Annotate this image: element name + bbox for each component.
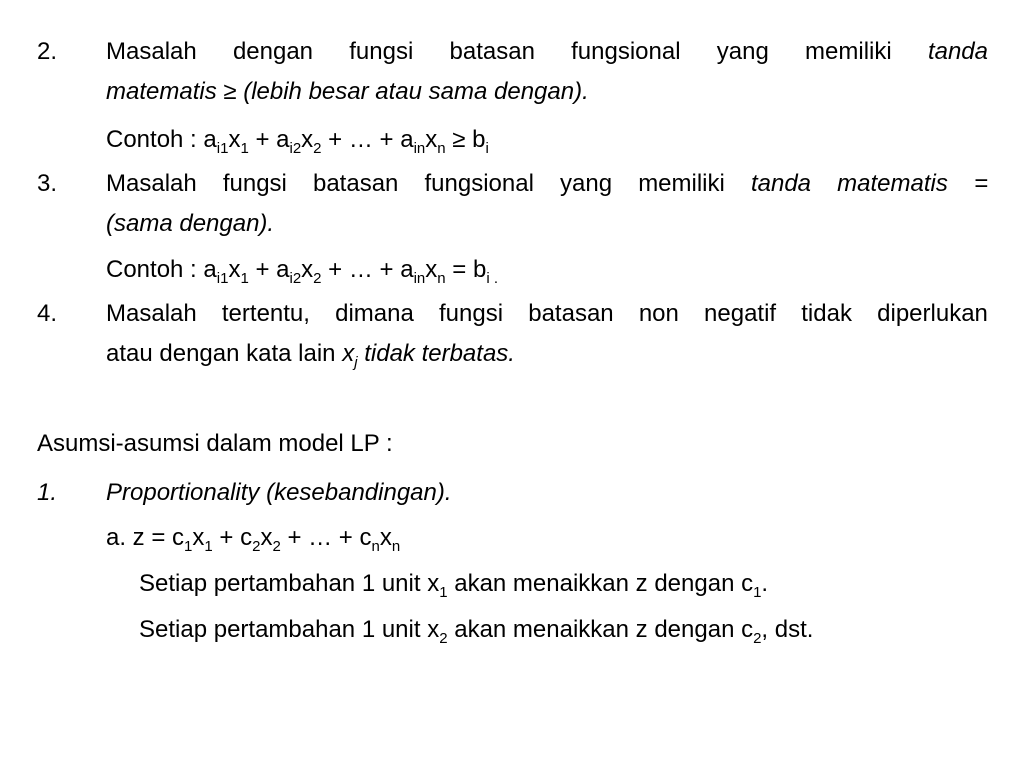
word: fungsi bbox=[222, 170, 287, 197]
word: fungsi bbox=[439, 300, 504, 327]
item-3-example bbox=[106, 256, 498, 287]
word: dengan bbox=[232, 38, 314, 65]
item-3-line2: (sama dengan). bbox=[106, 210, 275, 237]
subscript: i2 bbox=[289, 140, 302, 157]
word: Masalah bbox=[106, 170, 197, 197]
example-text: x bbox=[301, 256, 314, 283]
word: fungsional bbox=[424, 170, 534, 197]
subscript: 2 bbox=[439, 630, 448, 647]
subscript: 1 bbox=[240, 270, 249, 287]
assumptions-heading: Asumsi-asumsi dalam model LP : bbox=[37, 430, 393, 457]
note-2 bbox=[139, 616, 814, 647]
subscript: 1 bbox=[753, 584, 762, 601]
word: Masalah bbox=[106, 300, 197, 327]
example-text: = b bbox=[445, 256, 487, 283]
subscript: 1 bbox=[439, 584, 448, 601]
example-text: + a bbox=[248, 256, 290, 283]
word: negatif bbox=[704, 300, 777, 327]
example-text: x bbox=[301, 126, 314, 153]
subscript: 2 bbox=[272, 538, 281, 555]
note-text: akan menaikkan z dengan c bbox=[447, 570, 754, 597]
word: batasan bbox=[528, 300, 614, 327]
word-italic: tanda bbox=[927, 38, 988, 65]
example-text: x bbox=[425, 256, 438, 283]
subscript: i bbox=[485, 140, 489, 157]
item-3-number: 3. bbox=[37, 170, 58, 197]
word: tidak bbox=[801, 300, 852, 327]
line-text: atau dengan kata lain bbox=[106, 340, 343, 367]
line-text-italic: tidak terbatas. bbox=[357, 340, 515, 367]
subscript: n bbox=[437, 270, 446, 287]
example-text: + … + a bbox=[321, 256, 414, 283]
objective-equation bbox=[106, 524, 401, 555]
item-4-line1 bbox=[106, 300, 988, 328]
word: diperlukan bbox=[877, 300, 988, 327]
subscript: n bbox=[371, 538, 380, 555]
word: yang bbox=[560, 170, 613, 197]
equation-text: + … + c bbox=[280, 524, 372, 551]
equation-text: + c bbox=[212, 524, 253, 551]
item-2-number: 2. bbox=[37, 38, 58, 65]
item-2-example bbox=[106, 126, 489, 157]
example-text: x bbox=[228, 256, 241, 283]
subscript: j bbox=[354, 354, 358, 371]
equation-text: x bbox=[260, 524, 273, 551]
word: Masalah bbox=[106, 38, 197, 65]
example-text: x bbox=[425, 126, 438, 153]
assumption-1-title: Proportionality (kesebandingan). bbox=[106, 479, 452, 506]
example-text: Contoh : a bbox=[106, 256, 217, 283]
word-italic: = bbox=[973, 170, 988, 197]
subscript: 2 bbox=[753, 630, 762, 647]
note-text: akan menaikkan z dengan c bbox=[447, 616, 754, 643]
note-text: Setiap pertambahan 1 unit x bbox=[139, 570, 440, 597]
word: fungsional bbox=[571, 38, 681, 65]
subscript: in bbox=[413, 140, 426, 157]
subscript: 2 bbox=[313, 270, 322, 287]
subscript: 2 bbox=[252, 538, 261, 555]
example-text: + … + a bbox=[321, 126, 414, 153]
item-2-line2: matematis ≥ (lebih besar atau sama dengan). bbox=[106, 78, 589, 105]
subscript: n bbox=[391, 538, 401, 555]
word-italic: tanda bbox=[750, 170, 812, 197]
word: batasan bbox=[449, 38, 535, 65]
subscript: 2 bbox=[313, 140, 322, 157]
word: batasan bbox=[312, 170, 399, 197]
subscript: 1 bbox=[240, 140, 249, 157]
equation-text: a. z = c bbox=[106, 524, 185, 551]
item-2-line1 bbox=[106, 38, 988, 66]
subscript: i2 bbox=[289, 270, 302, 287]
word-italic: matematis bbox=[837, 170, 948, 197]
equation-text: x bbox=[379, 524, 392, 551]
word: fungsi bbox=[349, 38, 414, 65]
subscript: i . bbox=[486, 270, 498, 287]
item-3-line1 bbox=[106, 170, 988, 198]
subscript: i1 bbox=[216, 270, 229, 287]
note-text: , dst. bbox=[761, 616, 814, 643]
subscript: in bbox=[413, 270, 426, 287]
word: memiliki bbox=[638, 170, 725, 197]
subscript: 1 bbox=[184, 538, 193, 555]
subscript: n bbox=[437, 140, 446, 157]
equation-text: x bbox=[192, 524, 205, 551]
example-text: Contoh : a bbox=[106, 126, 217, 153]
word: yang bbox=[716, 38, 769, 65]
subscript: i1 bbox=[216, 140, 229, 157]
note-text: . bbox=[761, 570, 769, 597]
word: non bbox=[638, 300, 679, 327]
item-4-number: 4. bbox=[37, 300, 58, 327]
variable: x bbox=[342, 340, 355, 367]
example-text: x bbox=[228, 126, 241, 153]
subscript: 1 bbox=[204, 538, 213, 555]
note-1 bbox=[139, 570, 769, 601]
note-text: Setiap pertambahan 1 unit x bbox=[139, 616, 440, 643]
example-text: + a bbox=[248, 126, 290, 153]
example-text: ≥ b bbox=[445, 126, 486, 153]
assumption-1-number: 1. bbox=[37, 479, 58, 506]
word: tertentu, bbox=[221, 300, 310, 327]
word: dimana bbox=[335, 300, 414, 327]
item-4-line2 bbox=[106, 340, 515, 371]
word: memiliki bbox=[805, 38, 892, 65]
